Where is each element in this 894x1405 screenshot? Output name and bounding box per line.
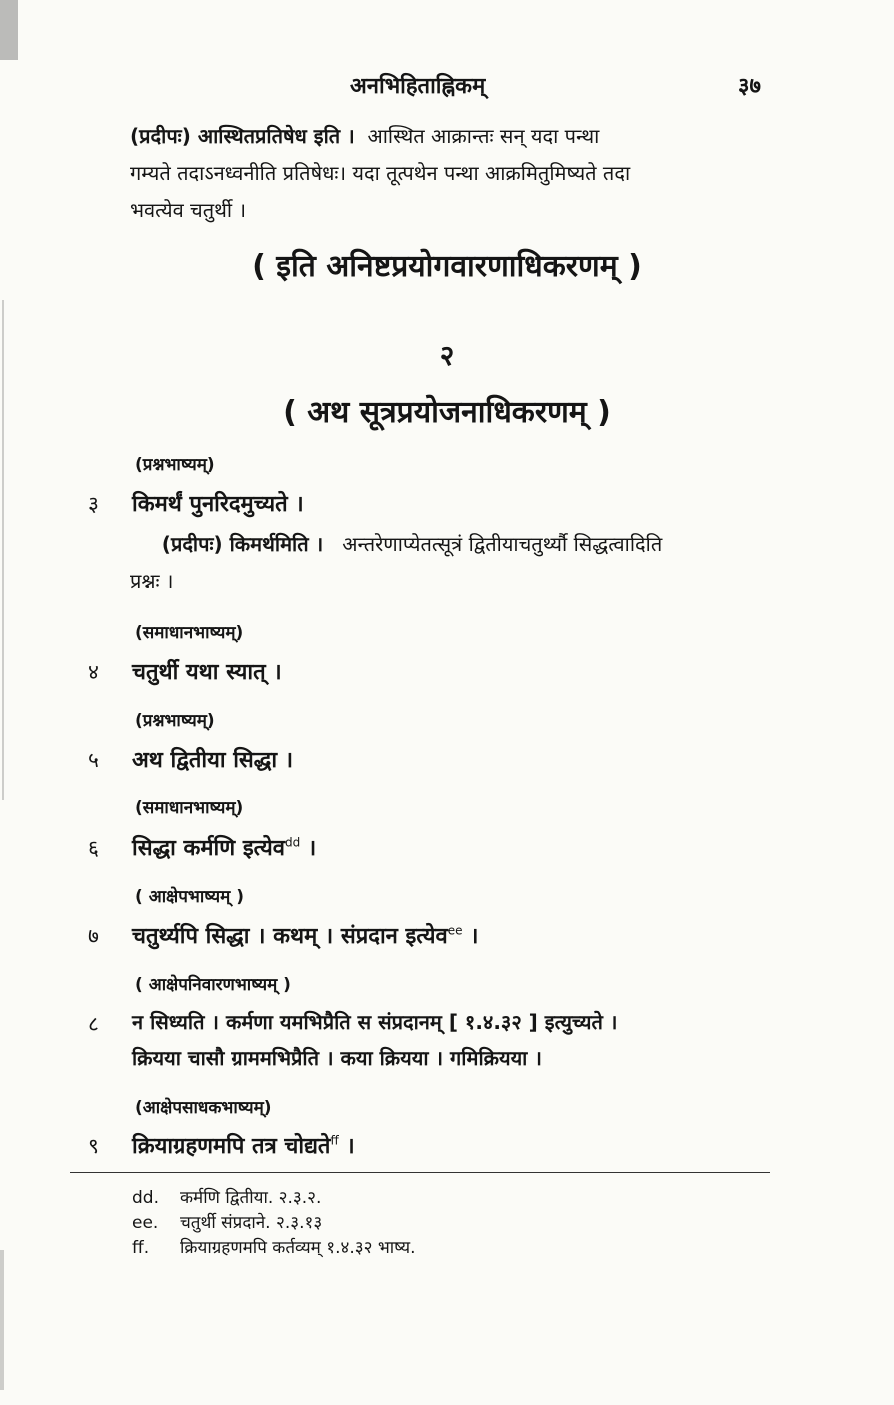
intro-paragraph <box>130 118 778 229</box>
entry-text: किमर्थं पुनरिदमुच्यते । <box>132 492 304 517</box>
scan-edge-mark <box>0 1250 4 1390</box>
running-title: अनभिहिताह्निकम् <box>350 74 486 99</box>
entry-text-main: सिद्धा कर्मणि इत्येव <box>132 836 285 861</box>
footnote <box>132 1235 415 1258</box>
entry-number: ७ <box>88 924 99 948</box>
section-number: २ <box>439 339 455 372</box>
entry-number: ५ <box>88 748 99 772</box>
entry-number: ९ <box>88 1134 99 1158</box>
intro-line-2: गम्यते तदाऽनध्वनीति प्रतिषेधः। यदा तूत्पथेन पन्था आक्रमितुमिष्यते तदा <box>130 161 631 185</box>
entry-label: (आक्षेपसाधकभाष्यम्) <box>135 1098 272 1118</box>
entry-text-tail: । <box>300 836 317 861</box>
footnote-text: क्रियाग्रहणमपि कर्तव्यम् १.४.३२ भाष्य. <box>180 1238 416 1258</box>
entry-number: ३ <box>88 492 99 516</box>
footnote-key: ff. <box>132 1238 150 1258</box>
footnote-key: dd. <box>132 1188 159 1208</box>
scan-edge-mark <box>2 300 4 800</box>
entry-number: ६ <box>88 836 99 860</box>
footnote-marker: ee <box>447 923 463 938</box>
entry-number: ८ <box>88 1012 99 1036</box>
entry-text-main: क्रियाग्रहणमपि तत्र चोद्यते <box>132 1134 331 1159</box>
footnote <box>132 1210 322 1233</box>
page-number: ३७ <box>738 74 761 99</box>
entry-number: ४ <box>88 660 99 684</box>
pradipa-q-lead: (प्रदीपः) किमर्थमिति । <box>161 532 324 556</box>
entry-label: ( आक्षेपभाष्यम् ) <box>135 887 245 907</box>
pradipa-q-line-2: प्रश्नः । <box>130 569 174 593</box>
entry-text <box>132 1130 355 1160</box>
footnote-text: चतुर्थी संप्रदाने. २.३.१३ <box>180 1213 323 1233</box>
pradipa-question-paragraph <box>130 526 778 600</box>
entry-text-tail: । <box>462 924 479 949</box>
intro-line-3: भवत्येव चतुर्थी । <box>130 198 247 222</box>
entry-text: चतुर्थी यथा स्यात् । <box>132 660 282 685</box>
entry-label: (समाधानभाष्यम्) <box>135 798 244 818</box>
entry-text <box>132 832 316 862</box>
entry-text <box>132 920 478 950</box>
scan-edge-shadow <box>0 0 18 60</box>
entry-label: (प्रश्नभाष्यम्) <box>135 711 215 731</box>
entry-text-line-2: क्रियया चासौ ग्राममभिप्रैति । कया क्रियया । गमिक्रियया । <box>132 1046 542 1070</box>
pradipa-q-line-1: अन्तरेणाप्येतत्सूत्रं द्वितीयाचतुर्थ्यौ सिद्धत्वादिति <box>342 532 663 556</box>
footnote-divider <box>70 1172 770 1173</box>
entry-text-tail: । <box>338 1134 355 1159</box>
pradipa-lead: (प्रदीपः) आस्थितप्रतिषेध इति । <box>130 124 355 148</box>
footnote-text: कर्मणि द्वितीया. २.३.२. <box>180 1188 322 1208</box>
section-title: ( अथ सूत्रप्रयोजनाधिकरणम् ) <box>283 395 611 430</box>
entry-label: (समाधानभाष्यम्) <box>135 623 244 643</box>
footnote-marker: ff <box>330 1133 339 1148</box>
entry-text: अथ द्वितीया सिद्धा । <box>132 748 294 773</box>
entry-text-main: चतुर्थ्यपि सिद्धा । कथम् । संप्रदान इत्येव <box>132 924 448 949</box>
entry-label: ( आक्षेपनिवारणभाष्यम् ) <box>135 975 291 995</box>
footnote <box>132 1185 321 1208</box>
entry-text: न सिध्यति । कर्मणा यमभिप्रैति स संप्रदानम् [ १.४.३२ ] इत्युच्यते । <box>132 1010 618 1034</box>
section-end-heading: ( इति अनिष्टप्रयोगवारणाधिकरणम् ) <box>252 249 642 284</box>
intro-line-1: आस्थित आक्रान्तः सन् यदा पन्था <box>367 124 600 148</box>
footnote-marker: dd <box>285 835 301 850</box>
entry-label: (प्रश्नभाष्यम्) <box>135 455 215 475</box>
footnote-key: ee. <box>132 1213 159 1233</box>
